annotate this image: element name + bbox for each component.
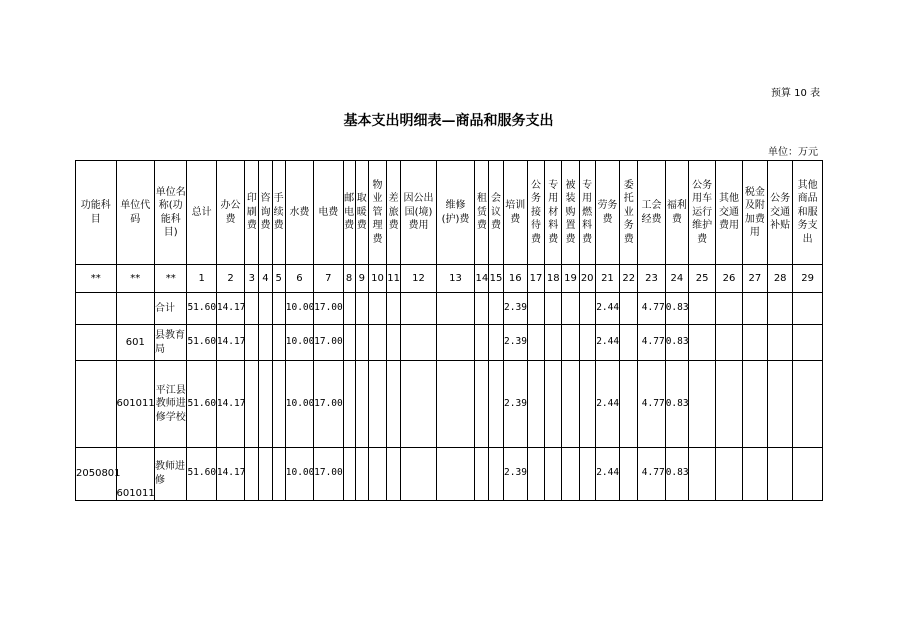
empty-cell [355,293,368,325]
col-header: 水费 [285,161,313,265]
empty-cell [355,361,368,447]
empty-cell [688,447,715,500]
empty-cell [401,447,436,500]
welfare-cell: 0.83 [665,293,688,325]
index-cell: 21 [595,265,619,293]
empty-cell [716,325,742,361]
empty-cell [387,293,401,325]
empty-cell [259,447,272,500]
table-code: 预算 10 表 [771,88,821,99]
empty-cell [742,361,767,447]
index-cell: 29 [793,265,823,293]
office-cell: 14.17 [216,447,244,500]
col-header: 被装购置费 [562,161,579,265]
name-cell: 合计 [155,293,187,325]
code-cell: 601011 [116,447,155,500]
empty-cell [489,293,503,325]
empty-cell [245,361,259,447]
col-header: 单位名称(功能科目) [155,161,187,265]
func-cell [76,361,117,447]
office-cell: 14.17 [216,325,244,361]
index-cell: 26 [716,265,742,293]
empty-cell [368,293,386,325]
empty-cell [768,447,793,500]
index-cell: 4 [259,265,272,293]
union-cell: 4.77 [638,361,665,447]
index-cell: 6 [285,265,313,293]
empty-cell [742,293,767,325]
empty-cell [475,325,489,361]
electric-cell: 17.00 [314,325,343,361]
union-cell: 4.77 [638,293,665,325]
col-header: 委托业务费 [620,161,638,265]
unit-label: 单位：万元 [768,147,818,158]
index-cell: 5 [272,265,285,293]
col-header: 单位代码 [116,161,155,265]
empty-cell [527,447,544,500]
empty-cell [579,361,595,447]
labor-cell: 2.44 [595,325,619,361]
electric-cell: 17.00 [314,361,343,447]
empty-cell [343,447,355,500]
empty-cell [259,325,272,361]
empty-cell [545,293,562,325]
index-cell: ** [76,265,117,293]
electric-cell: 17.00 [314,447,343,500]
table-row [76,361,823,447]
empty-cell [436,293,475,325]
index-cell: 28 [768,265,793,293]
index-cell: 7 [314,265,343,293]
col-header: 印刷费 [245,161,259,265]
col-header: 培训费 [503,161,527,265]
empty-cell [716,293,742,325]
index-cell: 3 [245,265,259,293]
index-cell: 10 [368,265,386,293]
empty-cell [475,447,489,500]
empty-cell [793,361,823,447]
water-cell: 10.00 [285,361,313,447]
index-cell: 1 [187,265,216,293]
empty-cell [436,447,475,500]
empty-cell [579,293,595,325]
index-cell: 15 [489,265,503,293]
empty-cell [245,447,259,500]
empty-cell [562,447,579,500]
empty-cell [489,325,503,361]
empty-cell [545,325,562,361]
index-cell: 18 [545,265,562,293]
col-header: 其他商品和服务支出 [793,161,823,265]
empty-cell [355,447,368,500]
col-header: 因公出国(境)费用 [401,161,436,265]
empty-cell [527,361,544,447]
col-header: 福利费 [665,161,688,265]
empty-cell [768,293,793,325]
empty-cell [272,447,285,500]
empty-cell [489,361,503,447]
empty-cell [688,293,715,325]
labor-cell: 2.44 [595,447,619,500]
header-row [76,161,823,265]
col-header: 手续费 [272,161,285,265]
water-cell: 10.00 [285,325,313,361]
empty-cell [401,293,436,325]
expenditure-table [75,160,823,501]
welfare-cell: 0.83 [665,325,688,361]
empty-cell [527,293,544,325]
empty-cell [401,361,436,447]
index-cell: 9 [355,265,368,293]
index-cell: 16 [503,265,527,293]
code-cell: 601 [116,325,155,361]
index-cell: 27 [742,265,767,293]
empty-cell [688,361,715,447]
index-cell: 14 [475,265,489,293]
name-cell: 县教育局 [155,325,187,361]
training-cell: 2.39 [503,325,527,361]
empty-cell [688,325,715,361]
empty-cell [579,325,595,361]
empty-cell [742,447,767,500]
col-header: 邮电费 [343,161,355,265]
col-header: 租赁费 [475,161,489,265]
total-cell: 51.60 [187,361,216,447]
empty-cell [436,361,475,447]
empty-cell [368,447,386,500]
index-cell: ** [116,265,155,293]
empty-cell [545,447,562,500]
empty-cell [343,293,355,325]
col-header: 公务用车运行维护费 [688,161,715,265]
index-cell: 24 [665,265,688,293]
name-cell: 教师进修 [155,447,187,500]
index-cell: 23 [638,265,665,293]
empty-cell [259,361,272,447]
total-cell: 51.60 [187,293,216,325]
training-cell: 2.39 [503,293,527,325]
empty-cell [716,361,742,447]
index-cell: 19 [562,265,579,293]
empty-cell [527,325,544,361]
col-header: 专用材料费 [545,161,562,265]
col-header: 其他交通费用 [716,161,742,265]
empty-cell [489,447,503,500]
index-cell: 11 [387,265,401,293]
table-row [76,447,823,500]
col-header: 维修(护)费 [436,161,475,265]
table-row [76,293,823,325]
col-header: 税金及附加费用 [742,161,767,265]
col-header: 功能科目 [76,161,117,265]
welfare-cell: 0.83 [665,361,688,447]
col-header: 公务交通补贴 [768,161,793,265]
empty-cell [562,293,579,325]
empty-cell [272,325,285,361]
empty-cell [245,293,259,325]
empty-cell [368,361,386,447]
empty-cell [368,325,386,361]
empty-cell [545,361,562,447]
office-cell: 14.17 [216,361,244,447]
func-cell [76,325,117,361]
empty-cell [620,447,638,500]
col-header: 差旅费 [387,161,401,265]
index-cell: 13 [436,265,475,293]
index-cell: ** [155,265,187,293]
col-header: 公务接待费 [527,161,544,265]
empty-cell [620,325,638,361]
code-cell [116,293,155,325]
empty-cell [272,361,285,447]
labor-cell: 2.44 [595,293,619,325]
empty-cell [387,325,401,361]
index-cell: 12 [401,265,436,293]
code-cell: 601011 [116,361,155,447]
union-cell: 4.77 [638,325,665,361]
col-header: 物业管理费 [368,161,386,265]
empty-cell [387,447,401,500]
empty-cell [272,293,285,325]
electric-cell: 17.00 [314,293,343,325]
union-cell: 4.77 [638,447,665,500]
page-title: 基本支出明细表—商品和服务支出 [343,113,554,129]
empty-cell [562,361,579,447]
empty-cell [343,361,355,447]
empty-cell [401,325,436,361]
index-cell: 25 [688,265,715,293]
training-cell: 2.39 [503,361,527,447]
empty-cell [355,325,368,361]
empty-cell [716,447,742,500]
empty-cell [387,361,401,447]
empty-cell [768,361,793,447]
empty-cell [436,325,475,361]
empty-cell [579,447,595,500]
col-header: 咨询费 [259,161,272,265]
table-row [76,325,823,361]
index-cell: 2 [216,265,244,293]
empty-cell [768,325,793,361]
col-header: 会议费 [489,161,503,265]
col-header: 工会经费 [638,161,665,265]
func-cell [76,293,117,325]
empty-cell [245,325,259,361]
empty-cell [562,325,579,361]
col-header: 总计 [187,161,216,265]
welfare-cell: 0.83 [665,447,688,500]
index-cell: 17 [527,265,544,293]
col-header: 专用燃料费 [579,161,595,265]
empty-cell [475,293,489,325]
empty-cell [793,325,823,361]
empty-cell [742,325,767,361]
empty-cell [475,361,489,447]
training-cell: 2.39 [503,447,527,500]
index-row [76,265,823,293]
water-cell: 10.00 [285,293,313,325]
name-cell: 平江县教师进修学校 [155,361,187,447]
col-header: 电费 [314,161,343,265]
col-header: 办公费 [216,161,244,265]
func-cell: 2050801 [76,447,117,500]
water-cell: 10.00 [285,447,313,500]
total-cell: 51.60 [187,447,216,500]
index-cell: 22 [620,265,638,293]
empty-cell [620,293,638,325]
col-header: 取暖费 [355,161,368,265]
empty-cell [793,447,823,500]
col-header: 劳务费 [595,161,619,265]
total-cell: 51.60 [187,325,216,361]
empty-cell [620,361,638,447]
office-cell: 14.17 [216,293,244,325]
empty-cell [259,293,272,325]
labor-cell: 2.44 [595,361,619,447]
index-cell: 20 [579,265,595,293]
empty-cell [343,325,355,361]
empty-cell [793,293,823,325]
index-cell: 8 [343,265,355,293]
